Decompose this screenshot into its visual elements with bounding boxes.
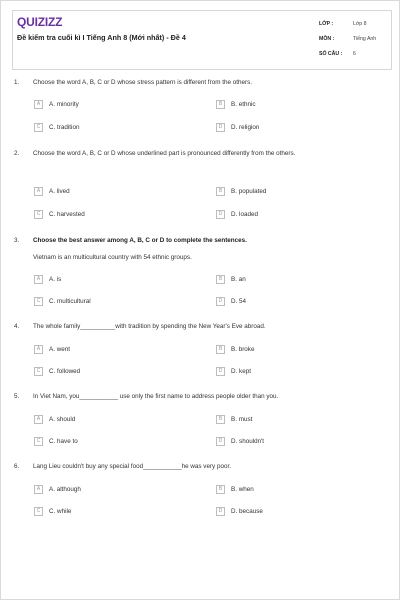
question-number: 5. [14, 393, 20, 400]
option-b[interactable] [216, 186, 266, 196]
option-label: B. an [231, 275, 246, 283]
option-letter-box: A [34, 100, 43, 109]
option-letter-box: D [216, 297, 225, 306]
option-label: D. 54 [231, 297, 247, 305]
question-text: Choose the best answer among A, B, C or D to complete the sentences. [33, 237, 247, 244]
question-number: 4. [14, 323, 20, 330]
meta-class-key: LỚP : [319, 20, 334, 27]
option-d[interactable] [216, 506, 263, 516]
meta-subject-value: Tiếng Anh [353, 35, 377, 42]
option-c[interactable] [34, 296, 91, 306]
option-label: D. kept [231, 367, 251, 375]
quizizz-logo: QUIZIZZ [17, 15, 63, 29]
option-label: C. followed [49, 367, 81, 375]
option-label: C. while [49, 507, 72, 515]
option-d[interactable] [216, 296, 246, 306]
question-text: The whole family__________with tradition by spending the New Year's Eve abroad. [33, 323, 266, 330]
option-label: A. lived [49, 187, 70, 195]
option-d[interactable] [216, 366, 251, 376]
question-sentence: Vietnam is an multicultural country with 54 ethnic groups. [33, 254, 192, 261]
question-text: Choose the word A, B, C or D whose stress pattern is different from the others. [33, 79, 252, 86]
worksheet-meta [319, 16, 389, 61]
option-letter-box: A [34, 187, 43, 196]
option-label: C. tradition [49, 123, 80, 131]
option-b[interactable] [216, 484, 254, 494]
option-letter-box: A [34, 345, 43, 354]
question-number: 1. [14, 79, 20, 86]
option-a[interactable] [34, 274, 61, 284]
question-text: Choose the word A, B, C or D whose underlined part is pronounced differently from the others. [33, 150, 296, 157]
question-text: In Viet Nam, you___________ use only the first name to address people older than you. [33, 393, 279, 400]
question-number: 3. [14, 237, 20, 244]
option-letter-box: A [34, 485, 43, 494]
option-letter-box: C [34, 297, 43, 306]
option-d[interactable] [216, 122, 259, 132]
option-letter-box: D [216, 123, 225, 132]
question-text: Lang Lieu couldn't buy any special food___________he was very poor. [33, 463, 231, 470]
meta-subject-key: MÔN : [319, 35, 335, 42]
option-letter-box: B [216, 275, 225, 284]
meta-count-key: SỐ CÂU : [319, 50, 343, 57]
option-letter-box: D [216, 210, 225, 219]
option-letter-box: A [34, 275, 43, 284]
meta-count-row [319, 46, 389, 61]
option-label: A. although [49, 485, 81, 493]
option-label: C. multicultural [49, 297, 91, 305]
option-letter-box: D [216, 507, 225, 516]
option-label: A. should [49, 415, 76, 423]
option-letter-box: A [34, 415, 43, 424]
meta-subject-row [319, 31, 389, 46]
option-label: D. loaded [231, 210, 258, 218]
question-number: 6. [14, 463, 20, 470]
option-b[interactable] [216, 344, 254, 354]
meta-class-row [319, 16, 389, 31]
option-label: B. must [231, 415, 253, 423]
option-letter-box: C [34, 210, 43, 219]
question-number: 2. [14, 150, 20, 157]
option-letter-box: D [216, 437, 225, 446]
option-label: B. when [231, 485, 254, 493]
option-label: B. populated [231, 187, 267, 195]
option-label: A. is [49, 275, 62, 283]
option-letter-box: B [216, 345, 225, 354]
meta-class-value: Lớp 8 [353, 20, 367, 27]
option-c[interactable] [34, 366, 80, 376]
option-label: D. shouldn't [231, 437, 265, 445]
worksheet-header [12, 10, 392, 70]
option-d[interactable] [216, 436, 264, 446]
option-b[interactable] [216, 99, 256, 109]
option-a[interactable] [34, 99, 79, 109]
option-letter-box: B [216, 187, 225, 196]
option-label: A. went [49, 345, 70, 353]
option-letter-box: B [216, 485, 225, 494]
option-a[interactable] [34, 414, 75, 424]
option-label: B. ethnic [231, 100, 256, 108]
option-letter-box: B [216, 100, 225, 109]
option-a[interactable] [34, 484, 81, 494]
option-letter-box: B [216, 415, 225, 424]
worksheet-title: Đề kiểm tra cuối kì I Tiếng Anh 8 (Mới nhất) - Đề 4 [17, 33, 186, 42]
option-c[interactable] [34, 209, 85, 219]
option-b[interactable] [216, 274, 246, 284]
option-label: D. religion [231, 123, 260, 131]
option-c[interactable] [34, 122, 79, 132]
option-label: A. minority [49, 100, 79, 108]
meta-count-value: 6 [353, 50, 356, 57]
option-letter-box: C [34, 507, 43, 516]
option-label: C. have to [49, 437, 78, 445]
option-c[interactable] [34, 506, 71, 516]
option-letter-box: C [34, 367, 43, 376]
option-c[interactable] [34, 436, 78, 446]
option-b[interactable] [216, 414, 252, 424]
option-label: B. broke [231, 345, 255, 353]
option-label: D. because [231, 507, 263, 515]
option-letter-box: C [34, 123, 43, 132]
option-label: C. harvested [49, 210, 85, 218]
option-letter-box: D [216, 367, 225, 376]
option-d[interactable] [216, 209, 258, 219]
option-a[interactable] [34, 186, 70, 196]
option-letter-box: C [34, 437, 43, 446]
option-a[interactable] [34, 344, 70, 354]
